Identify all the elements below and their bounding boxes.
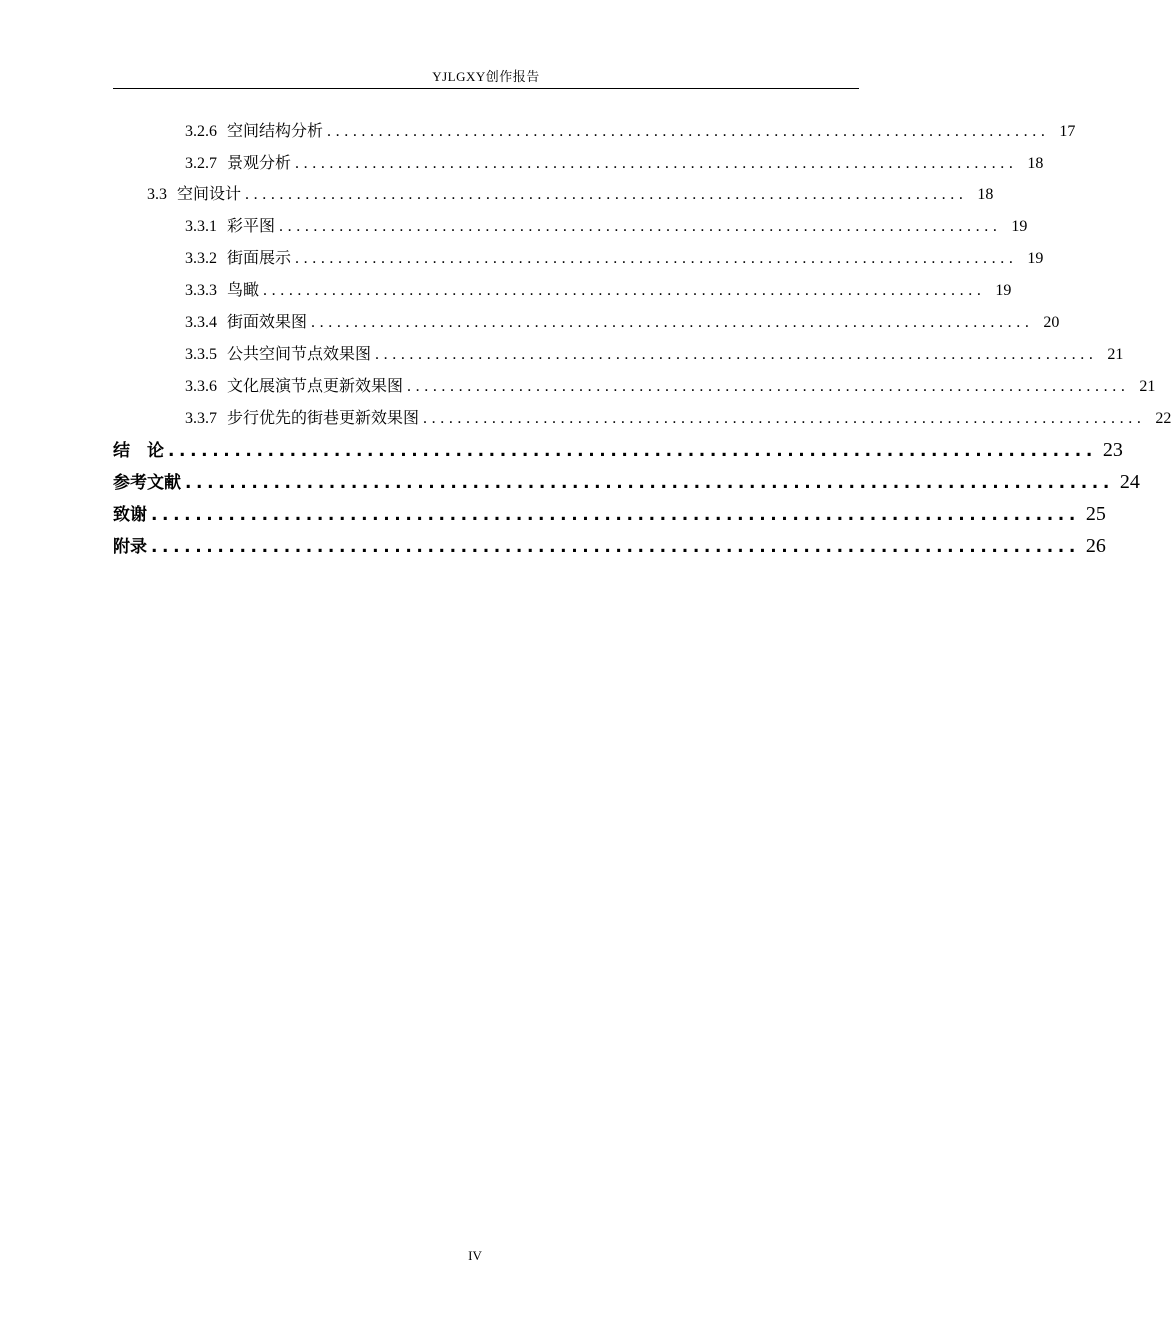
toc-entry-page: 18 — [1027, 155, 1044, 172]
toc-entry-title: 空间结构分析 — [227, 123, 324, 140]
toc-entry-title: 景观分析 — [227, 155, 292, 172]
toc-entry-number: 3.3.6 — [185, 378, 217, 395]
toc-entry-title: 致谢 — [113, 505, 147, 525]
toc-entry-title: 附录 — [113, 537, 147, 557]
toc-dot-leader: .................................................................................... — [245, 186, 968, 203]
page-header: YJLGXY创作报告 — [432, 69, 540, 84]
toc-entry-3-3-2[interactable] — [185, 249, 1044, 269]
toc-entry-page: 19 — [1027, 250, 1044, 267]
toc-entry-number: 3.2.6 — [185, 123, 217, 140]
toc-entry-page: 21 — [1139, 378, 1156, 395]
toc-dot-leader: .................................................................................... — [168, 441, 1097, 461]
toc-entry-3-3-3[interactable] — [185, 281, 1012, 301]
toc-entry-page: 23 — [1102, 439, 1123, 461]
toc-dot-leader: .................................................................................... — [151, 537, 1080, 557]
toc-dot-leader: .................................................................................... — [185, 473, 1114, 493]
toc-dot-leader: .................................................................................... — [311, 314, 1034, 331]
toc-entry-3-3-5[interactable] — [185, 345, 1124, 365]
toc-entry-appendix[interactable] — [113, 535, 1106, 557]
toc-entry-title: 参考文献 — [113, 473, 181, 493]
toc-entry-title: 鸟瞰 — [227, 282, 260, 299]
toc-dot-leader: .................................................................................... — [151, 505, 1080, 525]
toc-entry-title: 彩平图 — [227, 218, 276, 235]
toc-entry-number: 3.3.3 — [185, 282, 217, 299]
toc-entry-page: 25 — [1085, 503, 1106, 525]
toc-dot-leader: .................................................................................... — [407, 378, 1130, 395]
header-divider — [113, 88, 859, 89]
page-number-footer: IV — [468, 1248, 482, 1263]
toc-dot-leader: .................................................................................... — [423, 410, 1146, 427]
toc-entry-number: 3.3.1 — [185, 218, 217, 235]
toc-entry-references[interactable] — [113, 471, 1140, 493]
toc-entry-page: 18 — [977, 186, 994, 203]
toc-entry-page: 21 — [1107, 346, 1124, 363]
toc-entry-conclusion[interactable] — [113, 439, 1123, 461]
toc-dot-leader: .................................................................................... — [263, 282, 986, 299]
toc-entry-title: 结 论 — [113, 441, 164, 461]
toc-entry-number: 3.3.7 — [185, 410, 217, 427]
toc-entry-title: 街面效果图 — [227, 314, 308, 331]
toc-entry-title: 公共空间节点效果图 — [227, 346, 372, 363]
toc-entry-page: 26 — [1085, 535, 1106, 557]
toc-dot-leader: .................................................................................... — [327, 123, 1050, 140]
toc-entry-title: 空间设计 — [177, 186, 242, 203]
toc-entry-number: 3.3.4 — [185, 314, 217, 331]
toc-dot-leader: .................................................................................... — [375, 346, 1098, 363]
toc-entry-page: 17 — [1059, 123, 1076, 140]
toc-entry-page: 19 — [1011, 218, 1028, 235]
toc-entry-title: 街面展示 — [227, 250, 292, 267]
toc-entry-3-3[interactable] — [147, 185, 994, 205]
toc-entry-number: 3.3.2 — [185, 250, 217, 267]
toc-dot-leader: .................................................................................... — [295, 155, 1018, 172]
toc-entry-3-2-7[interactable] — [185, 154, 1044, 174]
toc-dot-leader: .................................................................................... — [295, 250, 1018, 267]
toc-entry-acknowledgements[interactable] — [113, 503, 1106, 525]
toc-entry-page: 19 — [995, 282, 1012, 299]
toc-entry-3-3-6[interactable] — [185, 377, 1156, 397]
toc-dot-leader: .................................................................................... — [279, 218, 1002, 235]
toc-entry-page: 20 — [1043, 314, 1060, 331]
toc-entry-3-2-6[interactable] — [185, 122, 1076, 142]
toc-entry-number: 3.3.5 — [185, 346, 217, 363]
toc-entry-page: 22 — [1155, 410, 1171, 427]
toc-entry-3-3-1[interactable] — [185, 217, 1028, 237]
toc-entry-title: 步行优先的街巷更新效果图 — [227, 410, 420, 427]
toc-entry-page: 24 — [1119, 471, 1140, 493]
toc-entry-3-3-4[interactable] — [185, 313, 1060, 333]
toc-entry-number: 3.3 — [147, 186, 167, 203]
toc-entry-3-3-7[interactable] — [185, 409, 1171, 429]
toc-entry-title: 文化展演节点更新效果图 — [227, 378, 404, 395]
toc-entry-number: 3.2.7 — [185, 155, 217, 172]
